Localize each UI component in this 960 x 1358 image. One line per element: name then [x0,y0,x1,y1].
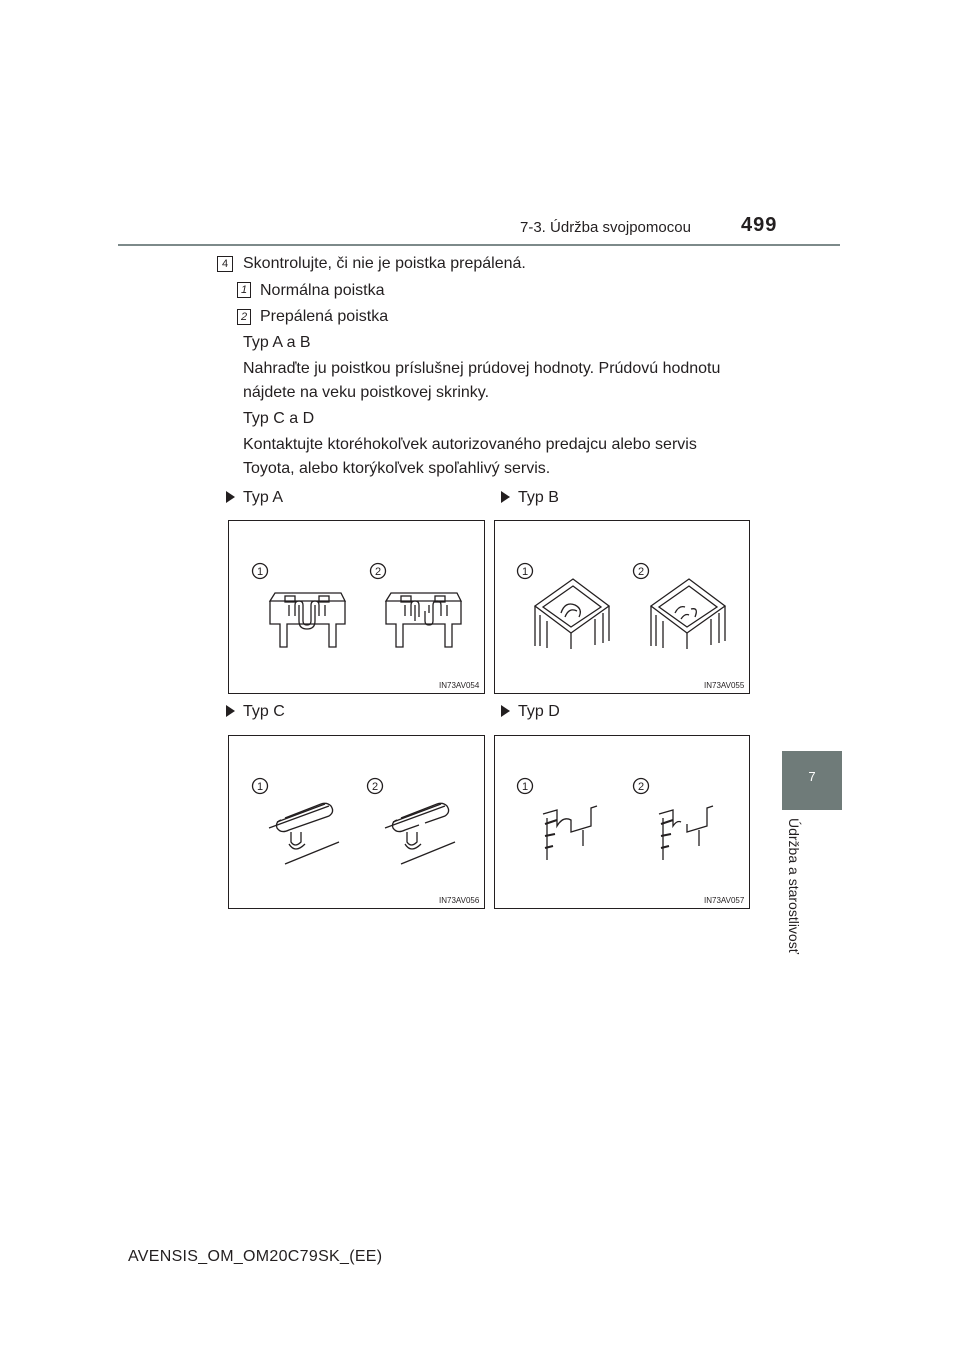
type-ab-text [243,357,745,405]
step-number-box: 4 [217,256,233,272]
triangle-bullet-icon [501,705,510,717]
figure-code-d: IN73AV057 [704,896,745,905]
type-cd-text-line1: Kontaktujte ktoréhokoľvek autorizovaného predajcu alebo servis [243,436,697,453]
svg-text:1: 1 [521,566,529,578]
type-ab-heading: Typ A a B [243,334,311,351]
fuse-type-b-illustration [495,521,751,695]
type-ab-text-line1: Nahraďte ju poistkou príslušnej prúdovej hodnoty. Prúdovú hodnotu [243,360,721,377]
document-code: AVENSIS_OM_OM20C79SK_(EE) [128,1248,383,1265]
item-normal-fuse: Normálna poistka [260,282,385,299]
type-ab-text-line2: nájdete na veku poistkovej skrinky. [243,384,490,401]
figure-type-d [494,735,750,909]
step-title: Skontrolujte, či nie je poistka prepálená. [243,255,526,272]
figure-heading-c: Typ C [226,703,285,721]
svg-text:2: 2 [374,566,382,578]
fuse-type-a-illustration [229,521,486,695]
item-blown-fuse: Prepálená poistka [260,308,389,325]
svg-text:1: 1 [256,781,264,793]
figure-heading-a: Typ A [226,489,283,507]
figure-type-c [228,735,485,909]
chapter-number: 7 [808,769,816,784]
figure-code-c: IN73AV056 [439,896,480,905]
figure-heading-b: Typ B [501,489,559,507]
figure-type-b [494,520,750,694]
type-cd-heading: Typ C a D [243,410,315,427]
figure-code-a: IN73AV054 [439,681,480,690]
item-number-1: 1 [237,282,251,298]
fuse-type-d-illustration [495,736,751,910]
chapter-label-text: Údržba a starostlivosť [786,818,802,954]
item-number-2: 2 [237,309,251,325]
figure-code-b: IN73AV055 [704,681,745,690]
fuse-type-c-illustration [229,736,486,910]
type-cd-text-line2: Toyota, alebo ktorýkoľvek spoľahlivý servis. [243,460,551,477]
svg-text:2: 2 [371,781,379,793]
triangle-bullet-icon [226,491,235,503]
svg-text:2: 2 [637,781,645,793]
svg-text:2: 2 [637,566,645,578]
type-cd-text [243,433,745,481]
section-title: 7-3. Údržba svojpomocou [520,219,691,236]
triangle-bullet-icon [501,491,510,503]
svg-text:1: 1 [521,781,529,793]
chapter-label [758,818,818,968]
header-divider [118,244,840,246]
figure-heading-d: Typ D [501,703,560,721]
svg-text:1: 1 [256,566,264,578]
triangle-bullet-icon [226,705,235,717]
page-number: 499 [741,214,778,236]
figure-type-a [228,520,485,694]
